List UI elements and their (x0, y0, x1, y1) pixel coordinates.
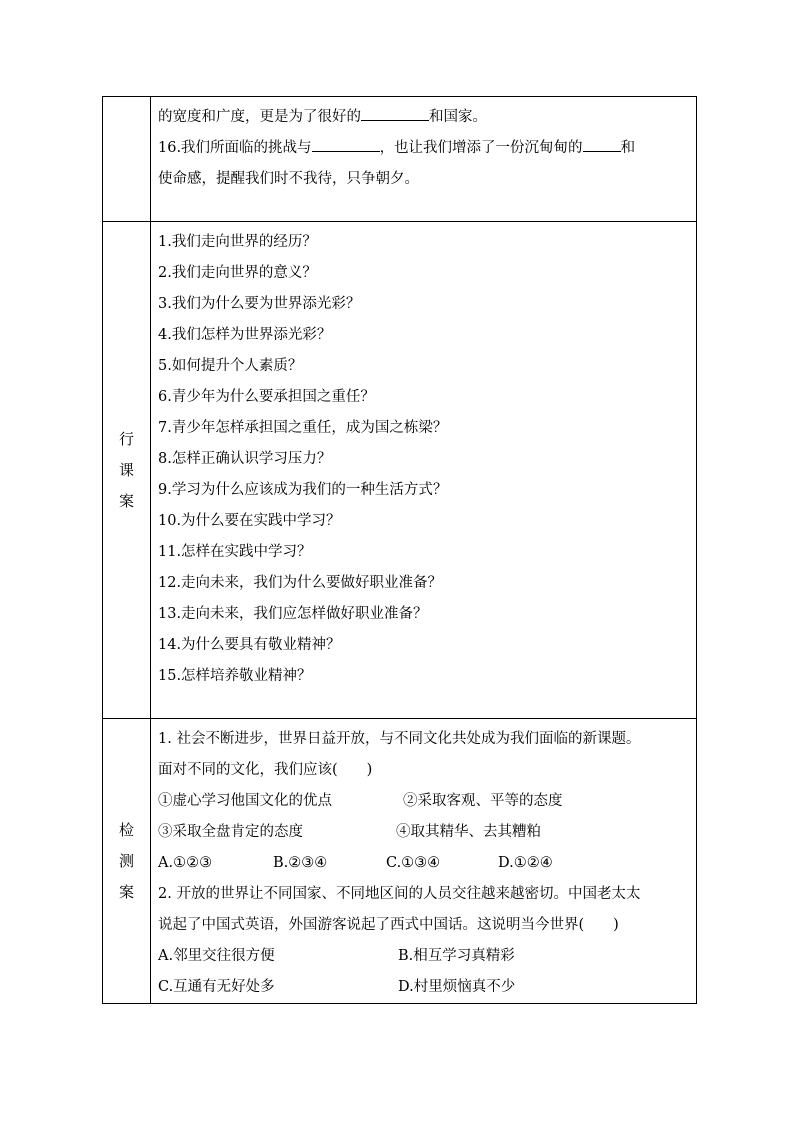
text-fragment: 的宽度和广度，更是为了很好的 (158, 109, 361, 125)
question-item: 4.我们怎样为世界添光彩？ (158, 327, 332, 343)
label-char: 行 (118, 429, 134, 448)
statement-row (158, 817, 690, 848)
statement-item: ③采取全盘肯定的态度 (158, 824, 303, 840)
question-item: 6.青少年为什么要承担国之重任？ (158, 389, 375, 405)
question-item: 9.学习为什么应该成为我们的一种生活方式？ (158, 482, 448, 498)
answer-options (158, 972, 690, 1003)
worksheet-table (102, 96, 697, 1004)
text-line: 使命感，提醒我们时不我待，只争朝夕。 (158, 171, 419, 187)
label-char: 课 (118, 460, 134, 479)
question-item: 5.如何提升个人素质？ (158, 358, 303, 374)
section-review-questions (103, 222, 697, 719)
statement-row (158, 786, 690, 817)
section-content (151, 97, 697, 222)
question-item: 7.青少年怎样承担国之重任，成为国之栋梁？ (158, 420, 448, 436)
question-item: 3.我们为什么要为世界添光彩？ (158, 296, 361, 312)
text-fragment: ，也让我们增添了一份沉甸甸的 (379, 140, 583, 156)
option-a[interactable]: A.邻里交往很方便 (158, 948, 275, 964)
answer-blank[interactable] (361, 103, 429, 121)
option-b[interactable]: B.②③④ (273, 855, 328, 871)
question-item: 1.我们走向世界的经历？ (158, 234, 317, 250)
option-a[interactable]: A.①②③ (158, 855, 213, 871)
text-fragment: 16.我们所面临的挑战与 (158, 140, 312, 156)
answer-options (158, 848, 690, 879)
option-d[interactable]: D.①②④ (498, 855, 553, 871)
option-c[interactable]: C.①③④ (386, 855, 441, 871)
option-b[interactable]: B.相互学习真精彩 (398, 948, 515, 964)
question-16 (158, 133, 690, 164)
label-char: 检 (118, 820, 134, 839)
section-label (103, 222, 151, 719)
question-stem: 面对不同的文化，我们应该( ) (158, 762, 373, 778)
section-label (103, 719, 151, 1004)
label-char: 测 (118, 851, 134, 870)
question-list (151, 222, 697, 719)
section-continued-fill-in (103, 97, 697, 222)
option-c[interactable]: C.互通有无好处多 (158, 979, 275, 995)
answer-blank[interactable] (583, 134, 621, 152)
section-label-empty (103, 97, 151, 222)
statement-item: ①虚心学习他国文化的优点 (158, 793, 332, 809)
test-questions (151, 719, 697, 1004)
question-item: 13.走向未来，我们应怎样做好职业准备？ (158, 606, 428, 622)
question-item: 15.怎样培养敬业精神？ (158, 668, 312, 684)
section-test (103, 719, 697, 1004)
text-line (158, 102, 690, 133)
statement-item: ②采取客观、平等的态度 (403, 793, 563, 809)
question-item: 8.怎样正确认识学习压力？ (158, 451, 332, 467)
question-stem: 说起了中国式英语，外国游客说起了西式中国话。这说明当今世界( ) (158, 917, 619, 933)
question-item: 11.怎样在实践中学习？ (158, 544, 312, 560)
question-item: 14.为什么要具有敬业精神？ (158, 637, 341, 653)
label-char: 案 (118, 882, 134, 901)
question-item: 2.我们走向世界的意义？ (158, 265, 317, 281)
statement-item: ④取其精华、去其糟粕 (396, 824, 541, 840)
question-item: 12.走向未来，我们为什么要做好职业准备？ (158, 575, 443, 591)
question-stem: 2. 开放的世界让不同国家、不同地区间的人员交往越来越密切。中国老太太 (158, 886, 641, 902)
text-fragment: 和国家。 (429, 109, 487, 125)
text-fragment: 和 (620, 140, 636, 156)
answer-options (158, 941, 690, 972)
option-d[interactable]: D.村里烦恼真不少 (398, 979, 516, 995)
answer-blank[interactable] (312, 134, 380, 152)
question-stem: 1. 社会不断进步，世界日益开放，与不同文化共处成为我们面临的新课题。 (158, 731, 641, 747)
label-char: 案 (118, 491, 134, 510)
question-item: 10.为什么要在实践中学习？ (158, 513, 341, 529)
